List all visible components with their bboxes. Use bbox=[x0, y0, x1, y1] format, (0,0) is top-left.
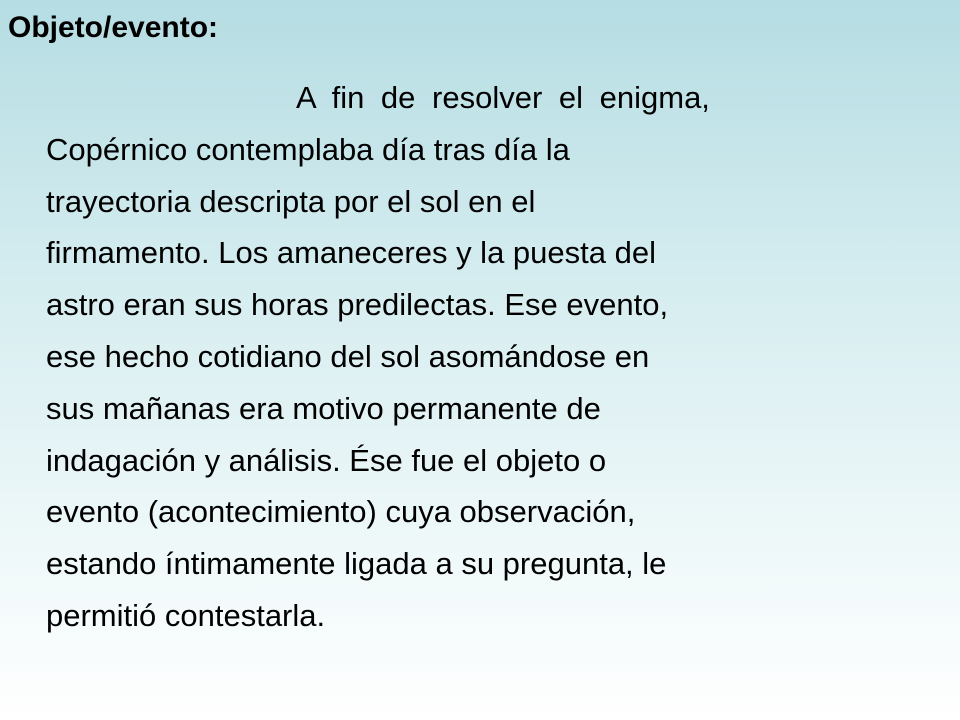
slide-title: Objeto/evento: bbox=[8, 11, 219, 44]
paragraph-line: permitió contestarla. bbox=[46, 597, 326, 633]
paragraph-line: astro eran sus horas predilectas. Ese evento, bbox=[46, 287, 669, 323]
paragraph-line: trayectoria descripta por el sol en el bbox=[46, 183, 536, 219]
paragraph-line: ese hecho cotidiano del sol asomándose en bbox=[46, 338, 650, 374]
paragraph-line: evento (acontecimiento) cuya observación, bbox=[46, 494, 636, 530]
paragraph-line: indagación y análisis. Ése fue el objeto o bbox=[46, 442, 607, 478]
paragraph-line: Copérnico contemplaba día tras día la bbox=[46, 131, 570, 167]
paragraph-line: estando íntimamente ligada a su pregunta, le bbox=[46, 546, 667, 582]
paragraph-line: sus mañanas era motivo permanente de bbox=[46, 390, 601, 426]
paragraph-line: A fin de resolver el enigma, bbox=[296, 80, 710, 115]
body-paragraph bbox=[46, 72, 926, 642]
paragraph-line: firmamento. Los amaneceres y la puesta del bbox=[46, 235, 656, 271]
